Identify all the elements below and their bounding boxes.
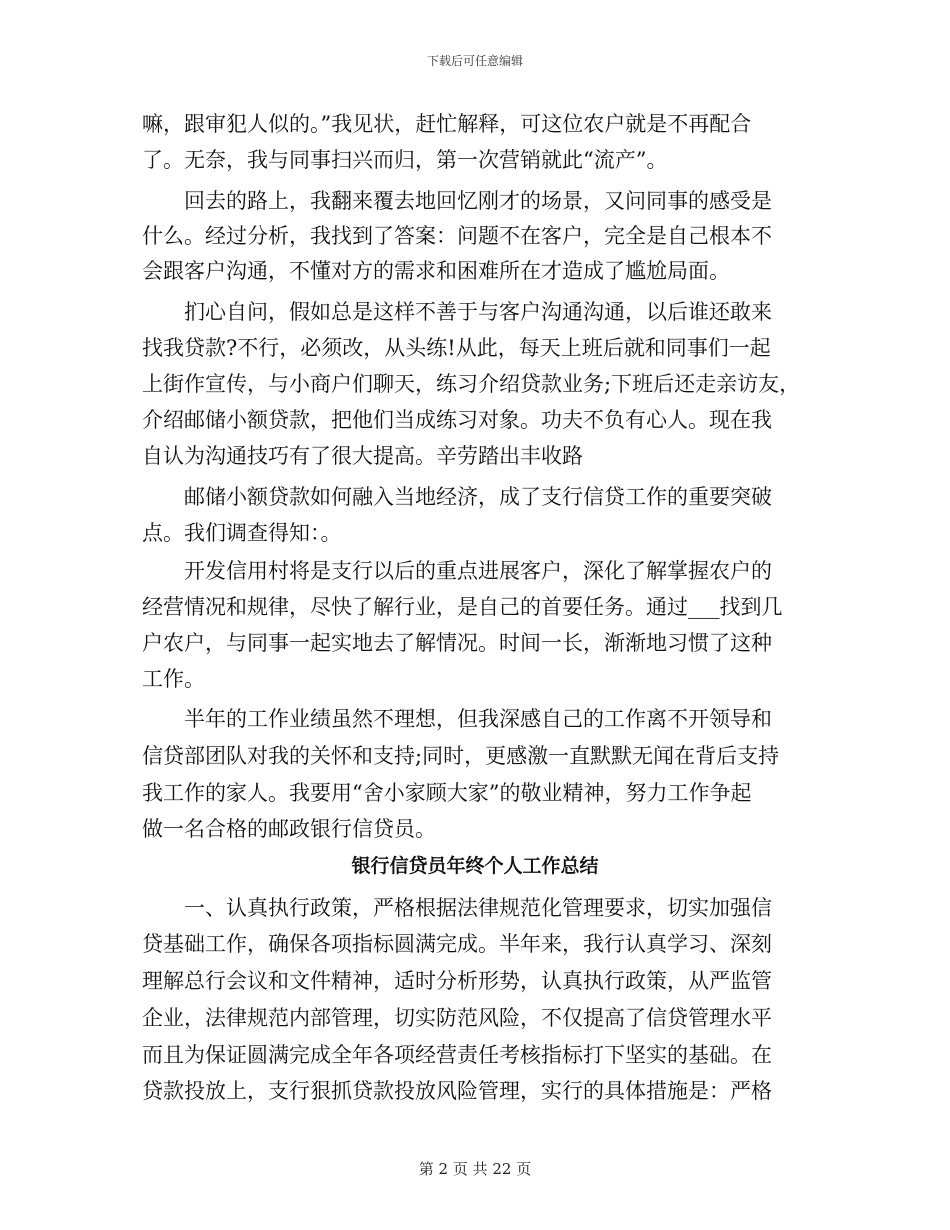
- body-line: 找我贷款?不行，必须改，从头练!从此，每天上班后就和同事们一起: [142, 336, 771, 360]
- body-line: 了。无奈，我与同事扫兴而归，第一次营销就此“流产”。: [142, 148, 668, 172]
- body-line: 介绍邮储小额贷款，把他们当成练习对象。功夫不负有心人。现在我: [142, 408, 772, 432]
- body-line: 回去的路上，我翻来覆去地回忆刚才的场景，又问同事的感受是: [142, 189, 772, 213]
- body-line: 点。我们调查得知：。: [142, 521, 342, 545]
- page-footer: 第 2 页 共 22 页: [418, 1160, 532, 1178]
- section-heading: 银行信贷员年终个人工作总结: [351, 855, 599, 877]
- body-line: 经营情况和规律，尽快了解行业，是自己的首要任务。通过___找到几: [142, 595, 783, 619]
- body-line: 贷款投放上，支行狠抓贷款投放风险管理，实行的具体措施是：严格: [142, 1079, 772, 1103]
- body-line: 上街作宣传，与小商户们聊天，练习介绍贷款业务;下班后还走亲访友，: [142, 372, 801, 396]
- body-line: 户农户，与同事一起实地去了解情况。时间一长，渐渐地习惯了这种: [142, 631, 772, 655]
- body-line: 自认为沟通技巧有了很大提高。辛劳踏出丰收路: [142, 444, 583, 468]
- body-line: 什么。经过分析，我找到了答案：问题不在客户，完全是自己根本不: [142, 224, 772, 248]
- body-line: 企业，法律规范内部管理，切实防范风险，不仅提高了信贷管理水平: [142, 1006, 772, 1030]
- body-line: 贷基础工作，确保各项指标圆满完成。半年来，我行认真学习、深刻: [142, 932, 772, 956]
- body-line: 半年的工作业绩虽然不理想，但我深感自己的工作离不开领导和: [142, 707, 772, 731]
- body-line: 工作。: [142, 667, 205, 691]
- body-line: 会跟客户沟通，不懂对方的需求和困难所在才造成了尴尬局面。: [142, 259, 730, 283]
- body-line: 理解总行会议和文件精神，适时分析形势，认真执行政策，从严监管: [142, 969, 772, 993]
- body-line: 而且为保证圆满完成全年各项经营责任考核指标打下坚实的基础。在: [142, 1043, 772, 1067]
- body-line: 一、认真执行政策，严格根据法律规范化管理要求，切实加强信: [142, 896, 772, 920]
- page-header: 下载后可任意编辑: [426, 54, 523, 68]
- body-line: 邮储小额贷款如何融入当地经济，成了支行信贷工作的重要突破: [142, 485, 772, 509]
- body-line: 扪心自问，假如总是这样不善于与客户沟通沟通，以后谁还敢来: [142, 300, 772, 324]
- body-line: 信贷部团队对我的关怀和支持;同时，更感激一直默默无闻在背后支持: [142, 744, 780, 768]
- body-line: 做一名合格的邮政银行信贷员。: [142, 817, 436, 841]
- body-line: 我工作的家人。我要用“舍小家顾大家”的敬业精神，努力工作争起: [142, 781, 752, 805]
- body-line: 嘛，跟审犯人似的。”我见状，赶忙解释，可这位农户就是不再配合: [142, 112, 752, 136]
- body-line: 开发信用村将是支行以后的重点进展客户，深化了解掌握农户的: [142, 559, 772, 583]
